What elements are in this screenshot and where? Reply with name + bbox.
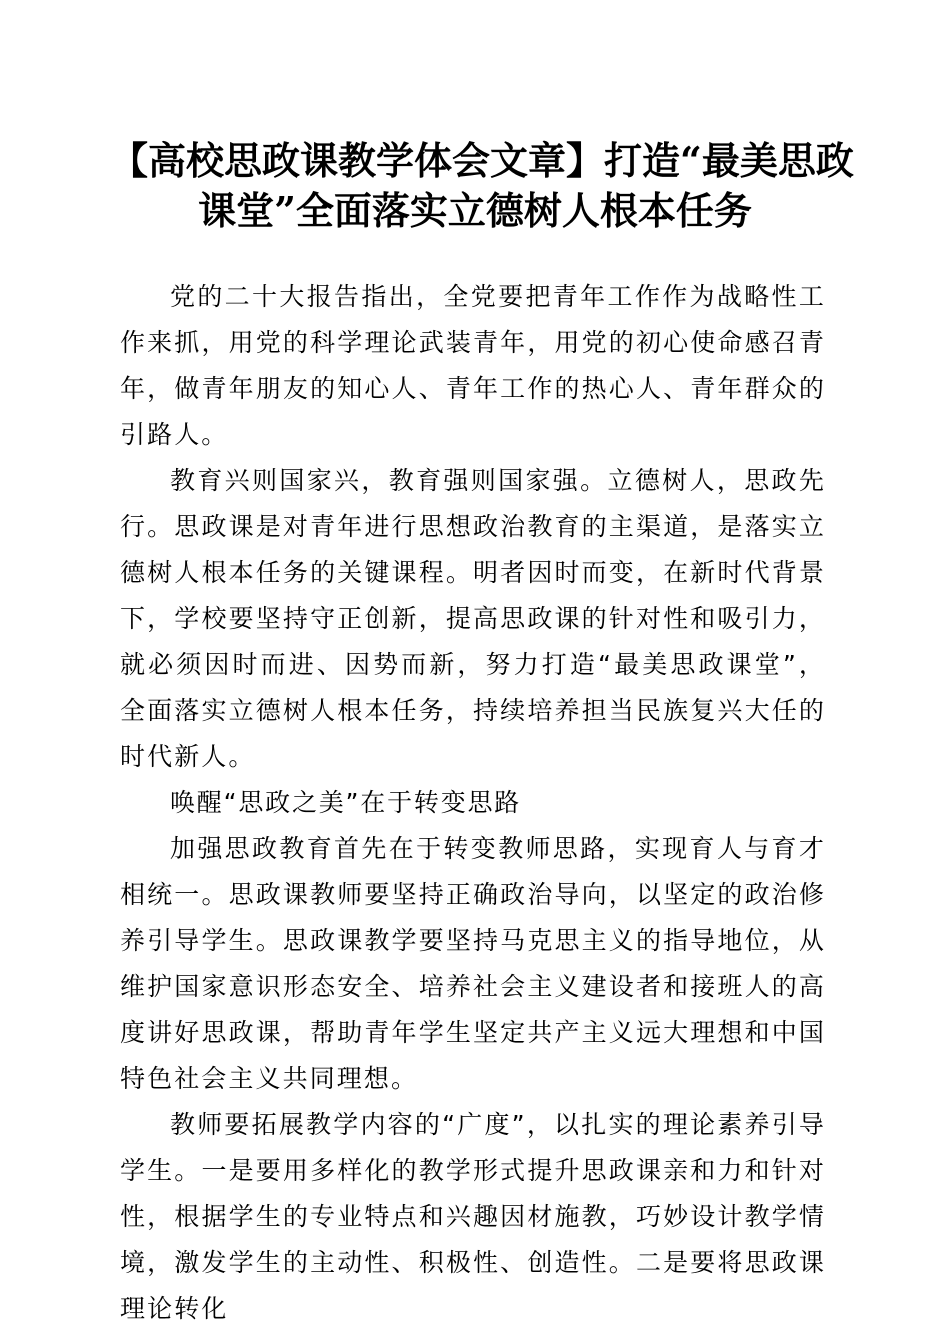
- title-line-1: 【高校思政课教学体会文章】打造“最美思政: [110, 138, 854, 183]
- document-body: [120, 274, 826, 1332]
- title-line-2: 课堂”全面落实立德树人根本任务: [198, 188, 752, 233]
- section-heading: 唤醒“思政之美”在于转变思路: [170, 788, 522, 817]
- document-title: [110, 136, 854, 236]
- paragraph-education: 教育兴则国家兴，教育强则国家强。立德树人，思政先行。思政课是对青年进行思想政治教育的主渠道，是落实立德树人根本任务的关键课程。明者因时而变，在新时代背景下，学校要坚持守正创新，提高思政课的针对性和吸引力，就必须因时而进、因势而新，努力打造“最美思政课堂”，全面落实立德树人根本任务，持续培养担当民族复兴大任的时代新人。: [120, 466, 826, 771]
- paragraph-teaching-breadth: 教师要拓展教学内容的“广度”，以扎实的理论素养引导学生。一是要用多样化的教学形式提升思政课亲和力和针对性，根据学生的专业特点和兴趣因材施教，巧妙设计教学情境，激发学生的主动性、积极性、创造性。二是要将思政课理论转化: [120, 1110, 826, 1323]
- paragraph-intro: 党的二十大报告指出，全党要把青年工作作为战略性工作来抓，用党的科学理论武装青年，用党的初心使命感召青年，做青年朋友的知心人、青年工作的热心人、青年群众的引路人。: [120, 282, 826, 449]
- paragraph-teacher-thinking: 加强思政教育首先在于转变教师思路，实现育人与育才相统一。思政课教师要坚持正确政治导向，以坚定的政治修养引导学生。思政课教学要坚持马克思主义的指导地位，从维护国家意识形态安全、培养社会主义建设者和接班人的高度讲好思政课，帮助青年学生坚定共产主义远大理想和中国特色社会主义共同理想。: [120, 834, 826, 1093]
